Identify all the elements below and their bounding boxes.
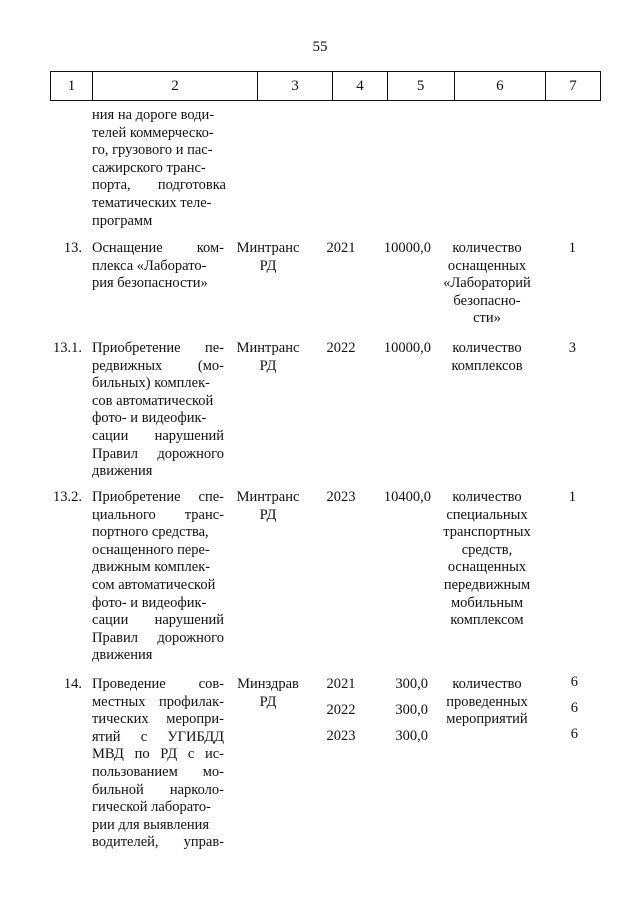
column-header-4: 4 — [333, 72, 387, 100]
indicator-line: количество — [452, 676, 522, 692]
description-line: МВД по РД с ис- — [92, 746, 224, 763]
indicator-line: специальных — [446, 506, 528, 523]
row-executor — [230, 340, 306, 375]
description-line: оснащенного пере- — [92, 541, 210, 558]
row-number: 13.2. — [53, 489, 82, 505]
description-line: движным комплек- — [92, 559, 211, 576]
row-indicator — [436, 676, 538, 729]
column-header-5: 5 — [388, 72, 455, 100]
indicator-line: проведенных — [446, 693, 528, 710]
description-line: пользованием мо- — [92, 763, 224, 780]
column-header-7: 7 — [569, 77, 577, 94]
row-year: 2022 — [326, 340, 356, 356]
description-line: местных профилак- — [92, 693, 224, 710]
executor-line: РД — [259, 506, 277, 523]
indicator-line: оснащенных — [447, 257, 527, 274]
row-number: 13.1. — [53, 340, 82, 356]
year-line: 2022 — [326, 702, 356, 718]
row-value: 1 — [568, 489, 576, 505]
executor-line: РД — [259, 357, 277, 374]
description-line: рии для выявления — [92, 816, 210, 833]
value-line: 6 — [570, 700, 578, 716]
table-header-row — [50, 71, 601, 101]
column-header-3: 3 — [258, 72, 334, 100]
description-line: фото- и видеофик- — [92, 410, 207, 427]
description-line: Приобретение спе- — [92, 489, 224, 505]
description-line: движения — [92, 647, 153, 664]
indicator-line: передвижным — [443, 576, 531, 593]
indicator-line: комплексом — [450, 612, 524, 629]
continuation-description — [92, 107, 226, 230]
row-description — [92, 340, 224, 481]
executor-line: Минтранс — [236, 240, 300, 256]
indicator-line: «Лабораторий — [443, 275, 531, 292]
indicator-line: безопасно- — [453, 292, 521, 309]
amount-line: 300,0 — [395, 676, 428, 692]
row-number: 14. — [63, 676, 82, 692]
executor-line: Минтранс — [236, 340, 300, 356]
row-description — [92, 676, 224, 852]
indicator-line: комплексов — [451, 357, 523, 374]
description-line: портного средства, — [92, 524, 209, 541]
executor-line: РД — [259, 693, 277, 710]
row-description — [92, 240, 224, 293]
row-indicator — [436, 240, 538, 328]
row-years — [313, 676, 369, 754]
indicator-line: средств, — [461, 541, 513, 558]
row-number: 13. — [63, 240, 82, 256]
executor-line: РД — [259, 257, 277, 274]
row-indicator — [436, 340, 538, 375]
row-value: 1 — [568, 240, 576, 256]
description-line: телей коммерческо- — [92, 124, 214, 141]
row-executor — [230, 489, 306, 524]
row-year: 2023 — [326, 489, 356, 505]
description-line: плекса «Лаборато- — [92, 257, 207, 274]
indicator-line: мобильным — [450, 594, 524, 611]
column-header-2: 2 — [93, 72, 258, 100]
description-line: Приобретение пе- — [92, 340, 224, 356]
indicator-line: количество — [452, 340, 522, 356]
value-line: 6 — [570, 726, 578, 742]
amount-line: 300,0 — [395, 728, 428, 744]
column-header-6: 6 — [455, 72, 546, 100]
description-line: тематических теле- — [92, 194, 212, 211]
description-line: Правил дорожного — [92, 629, 224, 646]
indicator-line: транспортных — [443, 524, 531, 541]
description-line: сации нарушений — [92, 612, 224, 629]
indicator-line: мероприятий — [446, 711, 528, 728]
description-line: тических меропри- — [92, 711, 224, 728]
description-line: Оснащение ком- — [92, 240, 224, 256]
amount-line: 300,0 — [395, 702, 428, 718]
indicator-line: сти» — [473, 310, 501, 327]
row-amounts — [370, 676, 428, 754]
description-line: го, грузового и пас- — [92, 142, 213, 159]
description-line: фото- и видеофик- — [92, 594, 207, 611]
description-line: сации нарушений — [92, 427, 224, 444]
row-indicator — [436, 489, 538, 630]
description-line: рия безопасности» — [92, 275, 208, 292]
executor-line: Минздрав — [237, 676, 299, 692]
description-line: бильной нарколо- — [92, 781, 224, 798]
row-values — [540, 674, 578, 752]
row-year: 2021 — [326, 240, 356, 256]
description-line: циального транс- — [92, 506, 224, 523]
row-description — [92, 489, 224, 665]
year-line: 2023 — [326, 728, 356, 744]
description-line: порта, подготовка — [92, 177, 226, 194]
description-line: гической лаборато- — [92, 799, 212, 816]
description-line: Правил дорожного — [92, 445, 224, 462]
value-line: 6 — [570, 674, 578, 690]
row-executor — [230, 676, 306, 711]
description-line: бильных) комплек- — [92, 375, 210, 392]
indicator-line: оснащенных — [447, 559, 527, 576]
row-amount: 10000,0 — [383, 340, 431, 356]
description-line: сажирского транс- — [92, 159, 206, 176]
description-line: водителей, управ- — [92, 834, 224, 851]
description-line: сов автоматической — [92, 392, 214, 409]
indicator-line: количество — [452, 240, 522, 256]
row-amount: 10400,0 — [383, 489, 431, 505]
description-line: сом автоматической — [92, 576, 216, 593]
description-line: движения — [92, 463, 153, 480]
executor-line: Минтранс — [236, 489, 300, 505]
row-value: 3 — [568, 340, 576, 356]
description-line: программ — [92, 212, 153, 229]
page-number: 55 — [312, 39, 328, 55]
description-line: редвижных (мо- — [92, 357, 224, 374]
description-line: ния на дороге води- — [92, 107, 215, 123]
column-header-1: 1 — [51, 72, 93, 100]
indicator-line: количество — [452, 489, 522, 505]
description-line: Проведение сов- — [92, 676, 224, 692]
description-line: ятий с УГИБДД — [92, 728, 224, 745]
row-executor — [230, 240, 306, 275]
year-line: 2021 — [326, 676, 356, 692]
row-amount: 10000,0 — [383, 240, 431, 256]
